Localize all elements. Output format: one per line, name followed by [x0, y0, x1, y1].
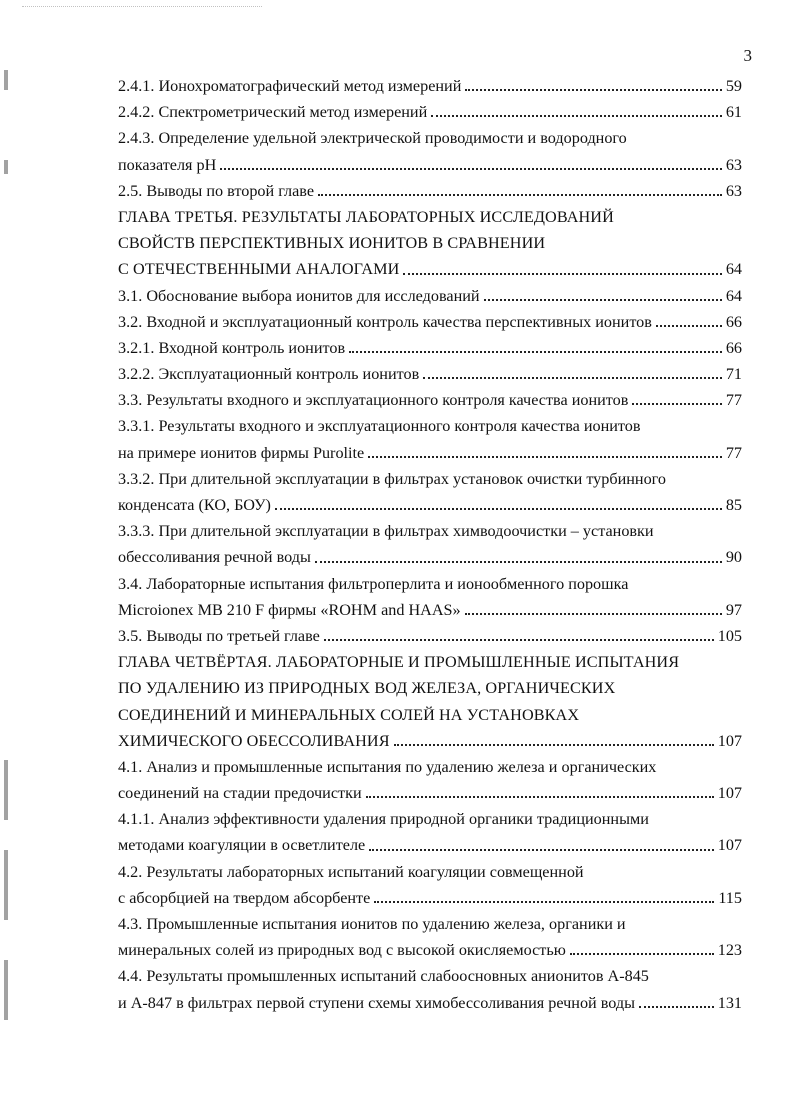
toc-entry: [118, 309, 742, 335]
toc-entry: [118, 544, 742, 570]
toc-entry-title: 3.3.1. Результаты входного и эксплуатационного контроля качества ионитов: [118, 417, 641, 436]
toc-entry-title: 3.2. Входной и эксплуатационный контроль качества перспективных ионитов: [118, 312, 652, 331]
dot-leader: [570, 937, 714, 963]
toc-entry: [118, 597, 742, 623]
toc-entry-page: 107: [717, 836, 742, 855]
toc-entry-title: 3.2.2. Эксплуатационный контроль ионитов: [118, 365, 420, 384]
toc-entry-page: 131: [717, 993, 742, 1012]
toc-entry-continued: [118, 806, 742, 832]
toc-chapter-heading: [118, 230, 742, 256]
toc-chapter-heading: [118, 675, 742, 701]
dot-leader: [368, 440, 722, 466]
dot-leader: [656, 309, 722, 335]
toc-entry: [118, 832, 742, 858]
toc-entry-title: ГЛАВА ЧЕТВЁРТАЯ. ЛАБОРАТОРНЫЕ И ПРОМЫШЛЕННЫЕ ИСПЫТАНИЯ: [118, 653, 680, 672]
toc-entry-title: С ОТЕЧЕСТВЕННЫМИ АНАЛОГАМИ: [118, 260, 400, 279]
toc-entry-title: 4.4. Результаты промышленных испытаний слабоосновных анионитов А-845: [118, 967, 649, 986]
toc-entry: [118, 780, 742, 806]
toc-entry-page: 115: [718, 888, 742, 907]
toc-entry-title: показателя pH: [118, 155, 217, 174]
toc-entry-title: 3.3.2. При длительной эксплуатации в фильтрах установок очистки турбинного: [118, 469, 667, 488]
toc-chapter-heading: [118, 649, 742, 675]
toc-entry-title: с абсорбцией на твердом абсорбенте: [118, 888, 371, 907]
toc-entry: [118, 152, 742, 178]
toc-entry-page: 61: [725, 103, 742, 122]
toc-entry-title: конденсата (КО, БОУ): [118, 496, 271, 514]
scan-margin-mark: [4, 850, 8, 920]
dot-leader: [431, 99, 722, 125]
toc-entry-title: 2.4.3. Определение удельной электрической проводимости и водородного: [118, 129, 627, 148]
toc-entry-continued: [118, 125, 742, 151]
toc-entry-page: 66: [725, 312, 742, 331]
toc-entry-continued: [118, 911, 742, 937]
toc-entry: [118, 990, 742, 1016]
toc-entry: [118, 440, 742, 466]
toc-entry: [118, 937, 742, 963]
toc-entry-page: 107: [717, 784, 742, 803]
toc-entry-title: 3.3.3. При длительной эксплуатации в фильтрах химводоочистки – установки: [118, 522, 654, 541]
toc-entry-title: соединений на стадии предочистки: [118, 784, 362, 803]
toc-entry: [118, 335, 742, 361]
dot-leader: [318, 178, 722, 204]
toc-entry-title: 2.4.1. Ионохроматографический метод измерений: [118, 77, 462, 95]
toc-entry-title: СВОЙСТВ ПЕРСПЕКТИВНЫХ ИОНИТОВ В СРАВНЕНИИ: [118, 234, 546, 253]
toc-entry-page: 59: [725, 77, 742, 95]
toc-entry: [118, 492, 742, 518]
toc-entry-page: 90: [725, 548, 742, 567]
toc-entry-page: 64: [725, 286, 742, 305]
toc-entry: [118, 361, 742, 387]
scan-margin-mark: [4, 70, 8, 90]
toc-entry-title: на примере ионитов фирмы Purolite: [118, 443, 365, 462]
toc-entry-page: 63: [725, 155, 742, 174]
dot-leader: [632, 387, 721, 413]
toc-entry-title: ГЛАВА ТРЕТЬЯ. РЕЗУЛЬТАТЫ ЛАБОРАТОРНЫХ ИССЛЕДОВАНИЙ: [118, 207, 614, 226]
toc-entry-title: 3.5. Выводы по третьей главе: [118, 626, 320, 645]
toc-entry-title: Microionex MB 210 F фирмы «ROHM and HAAS»: [118, 600, 461, 619]
toc-chapter-heading: [118, 728, 742, 754]
scan-artifact: [22, 6, 262, 13]
toc-entry-continued: [118, 413, 742, 439]
scan-margin-mark: [4, 960, 8, 1020]
toc-entry-continued: [118, 754, 742, 780]
toc-entry-title: ПО УДАЛЕНИЮ ИЗ ПРИРОДНЫХ ВОД ЖЕЛЕЗА, ОРГАНИЧЕСКИХ: [118, 679, 616, 698]
toc-chapter-heading: [118, 204, 742, 230]
toc-entry-title: 2.5. Выводы по второй главе: [118, 181, 315, 200]
dot-leader: [220, 152, 721, 178]
dot-leader: [394, 728, 714, 754]
toc-entry-continued: [118, 859, 742, 885]
toc-entry-title: 2.4.2. Спектрометрический метод измерений: [118, 103, 428, 122]
dot-leader: [465, 597, 722, 623]
toc-entry-title: минеральных солей из природных вод с высокой окисляемостью: [118, 941, 566, 960]
toc-entry-continued: [118, 963, 742, 989]
dot-leader: [423, 361, 722, 387]
toc-chapter-heading: [118, 702, 742, 728]
toc-entry-page: 63: [725, 181, 742, 200]
dot-leader: [403, 256, 721, 282]
table-of-contents: [118, 73, 742, 1016]
toc-entry: [118, 178, 742, 204]
page-number: 3: [743, 46, 752, 65]
toc-entry-page: 123: [717, 941, 742, 960]
toc-entry-title: СОЕДИНЕНИЙ И МИНЕРАЛЬНЫХ СОЛЕЙ НА УСТАНОВКАХ: [118, 705, 580, 724]
scan-margin-mark: [4, 760, 8, 820]
dot-leader: [484, 283, 722, 309]
toc-entry-title: 3.1. Обоснование выбора ионитов для исследований: [118, 286, 480, 305]
dot-leader: [275, 492, 722, 518]
toc-entry: [118, 387, 742, 413]
toc-entry-title: методами коагуляции в осветлителе: [118, 836, 366, 855]
dot-leader: [374, 885, 714, 911]
toc-entry-page: 64: [725, 260, 742, 279]
toc-entry-page: 77: [725, 443, 742, 462]
toc-entry-page: 85: [725, 496, 742, 514]
dot-leader: [366, 780, 714, 806]
toc-entry: [118, 73, 742, 99]
toc-entry-continued: [118, 518, 742, 544]
toc-entry-page: 77: [725, 391, 742, 410]
toc-entry-title: 4.1. Анализ и промышленные испытания по удалению железа и органических: [118, 757, 657, 776]
toc-entry-continued: [118, 466, 742, 492]
toc-entry-page: 66: [725, 338, 742, 357]
toc-entry-title: 4.3. Промышленные испытания ионитов по удалению железа, органики и: [118, 915, 626, 933]
toc-entry: [118, 623, 742, 649]
scan-margin-mark: [4, 160, 8, 174]
dot-leader: [315, 544, 722, 570]
toc-entry-title: ХИМИЧЕСКОГО ОБЕССОЛИВАНИЯ: [118, 731, 390, 750]
dot-leader: [369, 832, 713, 858]
toc-entry-title: 3.3. Результаты входного и эксплуатационного контроля качества ионитов: [118, 391, 629, 410]
toc-entry-title: 3.4. Лабораторные испытания фильтроперлита и ионообменного порошка: [118, 574, 629, 593]
toc-entry: [118, 885, 742, 911]
toc-entry-page: 71: [725, 365, 742, 384]
dot-leader: [465, 73, 721, 99]
dot-leader: [349, 335, 722, 361]
toc-entry-title: 3.2.1. Входной контроль ионитов: [118, 338, 346, 357]
toc-entry-title: 4.2. Результаты лабораторных испытаний коагуляции совмещенной: [118, 862, 584, 881]
toc-entry-title: обессоливания речной воды: [118, 548, 311, 567]
toc-entry: [118, 99, 742, 125]
toc-entry-page: 107: [717, 731, 742, 750]
dot-leader: [324, 623, 714, 649]
toc-entry-title: 4.1.1. Анализ эффективности удаления природной органики традиционными: [118, 810, 649, 829]
toc-entry-page: 97: [725, 600, 742, 619]
toc-chapter-heading: [118, 256, 742, 282]
toc-entry: [118, 283, 742, 309]
toc-entry-continued: [118, 571, 742, 597]
toc-entry-page: 105: [717, 626, 742, 645]
toc-entry-title: и А-847 в фильтрах первой ступени схемы химобессоливания речной воды: [118, 993, 636, 1012]
dot-leader: [639, 990, 714, 1016]
